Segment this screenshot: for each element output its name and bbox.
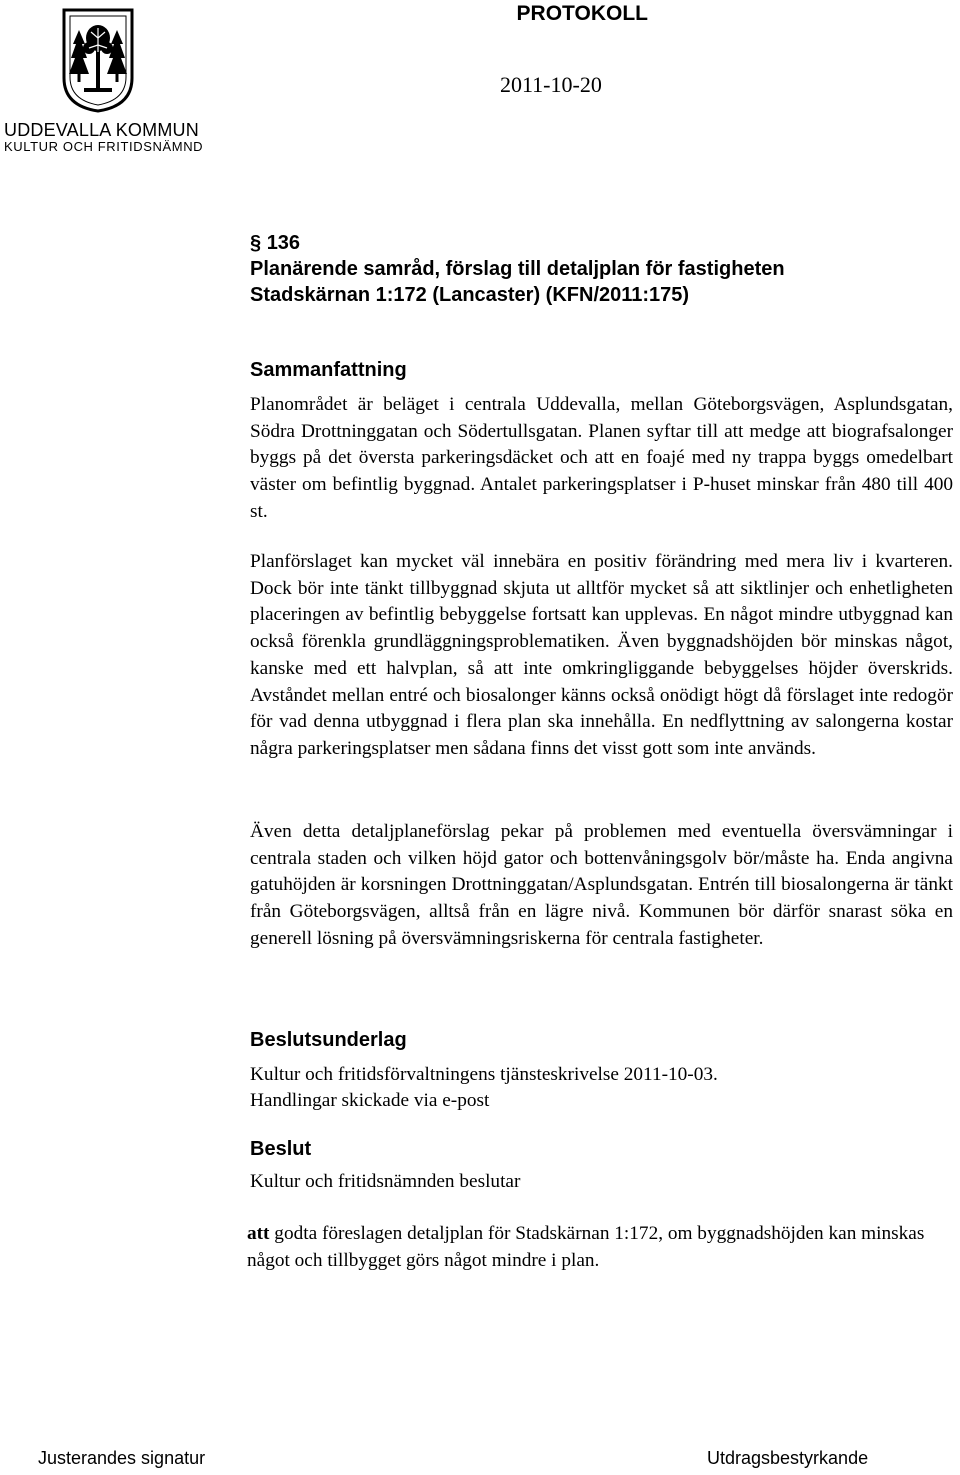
item-title-block: [250, 230, 785, 308]
document-type: PROTOKOLL: [516, 2, 648, 25]
footer-signature-label: Justerandes signatur: [38, 1448, 206, 1468]
sammanfattning-paragraph-3: [250, 819, 953, 953]
beslutsunderlag-line-1: Kultur och fritidsförvaltningens tjänsteskrivelse 2011-10-03.: [250, 1064, 718, 1085]
decision-keyword: att: [247, 1223, 270, 1244]
beslut-heading: Beslut: [250, 1138, 312, 1160]
sammanfattning-paragraph-1: [250, 392, 953, 526]
decision-body: godta föreslagen detaljplan för Stadskärnan 1:172, om byggnadshöjden kan minskas något och tillbygget görs något mindre i plan.: [247, 1223, 925, 1271]
document-date: 2011-10-20: [500, 72, 602, 97]
beslut-line-1: Kultur och fritidsnämnden beslutar: [250, 1171, 521, 1192]
item-number: [250, 230, 785, 256]
beslutsunderlag-line-2: Handlingar skickade via e-post: [250, 1090, 490, 1111]
item-title-line1: Planärende samråd, förslag till detaljplan för fastigheten: [250, 258, 785, 280]
department-name: KULTUR OCH FRITIDSNÄMND: [4, 139, 204, 154]
organization-name: UDDEVALLA KOMMUN: [4, 120, 199, 140]
decision-text: [247, 1221, 945, 1274]
item-title-line2: Stadskärnan 1:172 (Lancaster) (KFN/2011:175): [250, 284, 690, 306]
sammanfattning-paragraph-2: [250, 549, 953, 763]
beslutsunderlag-heading: Beslutsunderlag: [250, 1029, 407, 1051]
paragraph-text: Planområdet är beläget i centrala Uddevalla, mellan Göteborgsvägen, Asplundsgatan, Södra Drottninggatan och Södertullsgatan. Planen syftar till att medge att biografsalonger byggs på det översta parkeringsdäcket och att en foajé med ny trappa byggs omedelbart väster om befintlig byggnad. Antalet parkeringsplatser i P-huset minskar från 480 till 400 st.: [250, 394, 953, 522]
footer-certification-label: Utdragsbestyrkande: [707, 1448, 869, 1468]
sammanfattning-heading: Sammanfattning: [250, 359, 407, 381]
paragraph-text: Planförslaget kan mycket väl innebära en positiv förändring med mera liv i kvarteren. Dock bör inte tänkt tillbyggnad skjuta ut alltför mycket så att siktlinjer och enhetligheten placeringen av befintlig bebyggelse fortsatt kan upplevas. En något mindre utbyggnad kan också förenkla grundläggningsproblematiken. Även byggnadshöjden bör minskas något, kanske med ett halvplan, så att inte omkringliggande bebyggelses höjder överskrids. Avståndet mellan entré och biosalonger känns också onödigt högt då förslaget inte redogör för vad denna utbyggnad i flera plan ska innehålla. En nedflyttning av salongerna kostar några parkeringsplatser men sådana finns det visst gott som inte används.: [250, 551, 953, 759]
section-mark: §: [250, 232, 262, 254]
paragraph-text: Även detta detaljplaneförslag pekar på problemen med eventuella översvämningar i centrala staden och vilken höjd gator och bottenvåningsgolv bör/måste ha. Enda angivna gatuhöjden är korsningen Drottninggatan/Asplundsgatan. Entrén till biosalongerna är tänkt från Göteborgsvägen, alltså från en lägre nivå. Kommunen bör därför snarast söka en generell lösning på översvämningsriskerna för centrala fastigheter.: [250, 821, 953, 949]
item-number-value: 136: [266, 232, 301, 254]
municipal-coat-of-arms-icon: [62, 8, 134, 113]
